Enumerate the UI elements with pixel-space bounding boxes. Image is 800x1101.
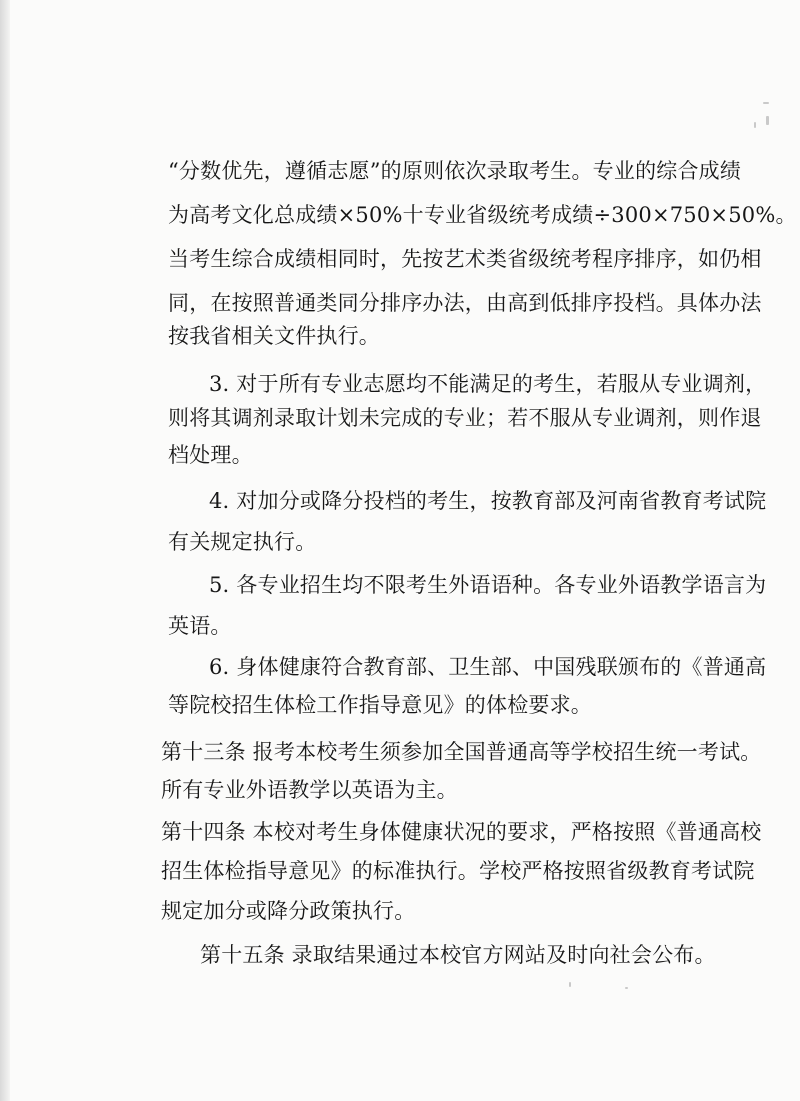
scan-speck [766, 116, 769, 125]
scan-speck [625, 987, 628, 989]
document-text-line: 有关规定执行。 [168, 530, 317, 554]
document-text-line: 按我省相关文件执行。 [168, 324, 380, 348]
scan-speck [569, 982, 571, 987]
document-text-line: 第十三条 报考本校考生须参加全国普通高等学校招生统一考试。 [161, 740, 762, 764]
document-text-line: 当考生综合成绩相同时，先按艺术类省级统考程序排序，如仍相 [168, 247, 762, 271]
document-text-line: 档处理。 [168, 443, 253, 467]
document-text-line: 第十四条 本校对考生身体健康状况的要求，严格按照《普通高校 [161, 820, 762, 844]
document-text-line: 5. 各专业招生均不限考生外语语种。各专业外语教学语言为 [209, 573, 767, 597]
scan-left-edge-shadow [0, 0, 10, 1101]
document-text-line: 同，在按照普通类同分排序办法，由高到低排序投档。具体办法 [168, 291, 762, 315]
document-text-line: “分数优先，遵循志愿”的原则依次录取考生。专业的综合成绩 [168, 159, 742, 183]
document-text-line: 3. 对于所有专业志愿均不能满足的考生，若服从专业调剂， [209, 372, 767, 396]
document-text-line: 4. 对加分或降分投档的考生，按教育部及河南省教育考试院 [209, 489, 767, 513]
document-text-line: 等院校招生体检工作指导意见》的体检要求。 [168, 693, 592, 717]
scan-speck [763, 102, 769, 104]
document-text-line: 所有专业外语教学以英语为主。 [161, 778, 458, 802]
document-text-line: 第十五条 录取结果通过本校官方网站及时向社会公布。 [200, 943, 716, 967]
document-text-line: 规定加分或降分政策执行。 [161, 899, 416, 923]
document-text-line: 则将其调剂录取计划未完成的专业；若不服从专业调剂，则作退 [168, 406, 762, 430]
document-text-line: 6. 身体健康符合教育部、卫生部、中国残联颁布的《普通高 [209, 655, 767, 679]
scan-speck [754, 122, 756, 128]
document-text-line: 为高考文化总成绩×50%十专业省级统考成绩÷300×750×50%。 [168, 203, 797, 227]
document-text-line: 英语。 [168, 614, 232, 638]
document-text-line: 招生体检指导意见》的标准执行。学校严格按照省级教育考试院 [161, 859, 755, 883]
